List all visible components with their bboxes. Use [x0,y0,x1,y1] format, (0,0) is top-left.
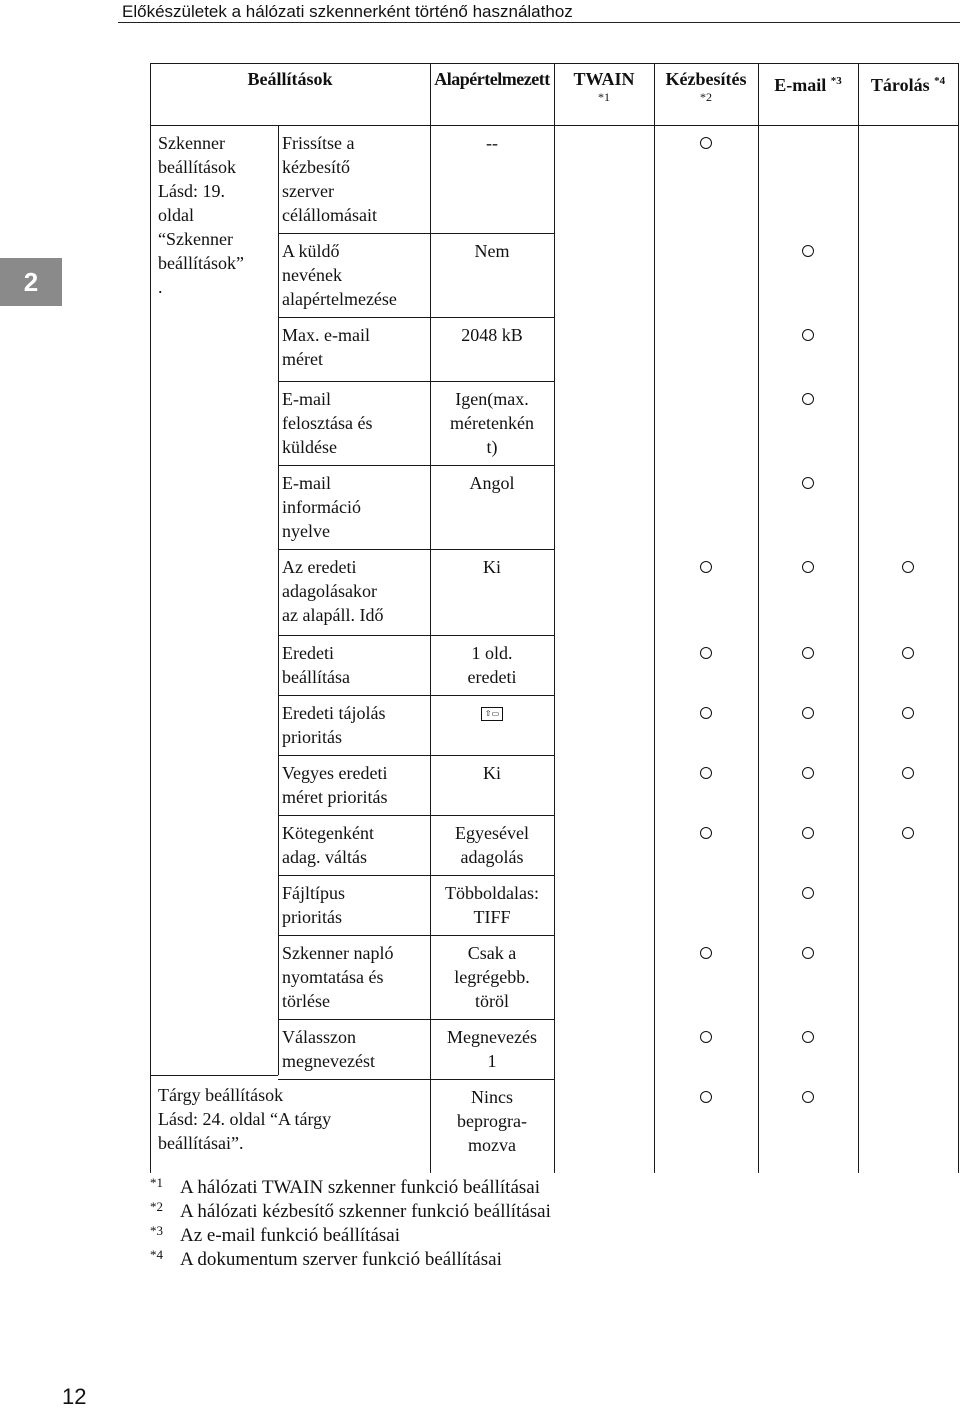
setting-name-line: Fájltípus [282,883,346,903]
setting-name [282,641,426,689]
availability-mark-icon [802,947,814,959]
footnote-mark: *3 [150,1223,163,1238]
footnote [150,1224,551,1248]
availability-mark-icon [902,561,914,573]
default-value [430,761,554,785]
availability-mark-icon [700,767,712,779]
table-rule [278,815,430,816]
header-email-note: *3 [830,75,842,87]
table-rule [278,465,430,466]
default-value [430,641,554,689]
table-rule [278,1079,430,1080]
footnote-text: A hálózati TWAIN szkenner funkció beállításai [180,1177,540,1198]
default-value-line: 2048 kB [461,325,523,345]
availability-mark-icon [802,827,814,839]
setting-name-line: szerver [282,181,334,201]
table-rule [278,381,430,382]
default-value-line: Egyesével [455,823,529,843]
table-rule [430,875,554,876]
table-rule [758,63,759,1173]
setting-name [282,387,426,459]
group-scanner-settings-line: Szkenner [158,133,225,153]
default-value-line: Többoldalas: [445,883,539,903]
setting-name-line: információ [282,497,361,517]
availability-mark-icon [902,647,914,659]
default-value-line: adagolás [460,847,524,867]
availability-mark-icon [802,245,814,257]
page-orientation-icon: ⇧▭ [481,707,503,721]
setting-name-line: beállítása [282,667,350,687]
table-rule [430,815,554,816]
default-value-line: Megnevezés [447,1027,537,1047]
header-default [430,69,554,89]
default-value [430,323,554,347]
setting-name-line: adag. váltás [282,847,367,867]
default-value-line: -- [486,133,498,153]
header-email-label: E-mail [774,75,827,95]
availability-mark-icon [700,1091,712,1103]
group-scanner-settings-line: beállítások [158,157,236,177]
setting-name-line: A küldő [282,241,340,261]
setting-name [282,471,426,543]
header-delivery [654,69,758,105]
default-value [430,387,554,459]
group-scanner-settings-line: . [158,277,163,297]
availability-mark-icon [802,477,814,489]
header-settings [150,69,430,89]
chapter-tab: 2 [0,258,62,306]
default-value-line: Ki [483,763,501,783]
availability-mark-icon [802,393,814,405]
table-rule [278,549,430,550]
default-value-line: TIFF [473,907,511,927]
default-value-line: mozva [468,1135,516,1155]
footnote-mark: *4 [150,1247,163,1262]
default-value-line: t) [486,437,498,457]
default-value-line: eredeti [467,667,517,687]
setting-name-line: Max. e-mail [282,325,370,345]
table-rule [278,317,430,318]
default-value-line: Ki [483,557,501,577]
setting-name [282,239,426,311]
table-rule [278,1019,430,1020]
setting-name-line: kézbesítő [282,157,350,177]
table-rule [430,695,554,696]
table-rule [150,63,151,1173]
table-rule [278,635,430,636]
table-rule [278,935,430,936]
availability-mark-icon [802,707,814,719]
availability-mark-icon [802,1091,814,1103]
header-storage-note: *4 [934,75,946,87]
setting-name-line: megnevezést [282,1051,375,1071]
group-scanner-settings-line: oldal [158,205,194,225]
default-value-line: beprogra- [457,1111,527,1131]
table-rule [958,63,959,1173]
default-value [430,239,554,263]
availability-mark-icon [700,647,712,659]
default-value-line: 1 [487,1051,497,1071]
setting-name-line: Kötegenként [282,823,374,843]
default-value-line: Nem [474,241,510,261]
header-twain-label: TWAIN [573,69,635,89]
setting-name [282,821,426,869]
default-value-line: töröl [475,991,509,1011]
setting-name [282,881,426,929]
table-rule [858,63,859,1173]
group-subject-settings-line: beállításai”. [158,1133,244,1153]
table-rule [430,1019,554,1020]
availability-mark-icon [802,887,814,899]
table-rule [430,381,554,382]
setting-name-line: adagolásakor [282,581,377,601]
setting-name-line: küldése [282,437,337,457]
default-value [430,1085,554,1157]
table-rule [278,125,279,1075]
setting-name [282,555,426,627]
header-twain-note: *1 [598,90,610,104]
table-rule [278,233,430,234]
default-value [430,881,554,929]
default-value [430,471,554,495]
availability-mark-icon [802,647,814,659]
footnote-text: Az e-mail funkció beállításai [180,1225,400,1246]
group-subject-settings [158,1083,408,1155]
setting-name-line: prioritás [282,907,342,927]
availability-mark-icon [902,827,914,839]
group-subject-settings-line: Tárgy beállítások [158,1085,284,1105]
footnote-mark: *2 [150,1199,163,1214]
availability-mark-icon [802,329,814,341]
default-value-line: Angol [469,473,515,493]
availability-mark-icon [902,767,914,779]
setting-name [282,701,426,749]
table-rule [150,1075,278,1076]
running-header: Előkészületek a hálózati szkennerként történő használathoz [122,2,573,21]
default-value [430,131,554,155]
header-email [758,71,858,95]
default-value [430,555,554,579]
table-rule [430,935,554,936]
availability-mark-icon [700,137,712,149]
table-rule [430,317,554,318]
default-value-line: Igen(max. [455,389,529,409]
availability-mark-icon [802,1031,814,1043]
footnotes [150,1176,551,1272]
setting-name-line: nyelve [282,521,330,541]
availability-mark-icon [902,707,914,719]
settings-table [150,63,958,1173]
setting-name-line: alapértelmezése [282,289,397,309]
header-rule [118,22,960,23]
setting-name-line: méret prioritás [282,787,388,807]
header-delivery-label: Kézbesítés [665,69,747,89]
setting-name-line: Válasszon [282,1027,356,1047]
setting-name [282,941,426,1013]
header-storage-label: Tárolás [870,75,930,95]
table-rule [554,63,555,1173]
setting-name-line: prioritás [282,727,342,747]
table-rule [278,875,430,876]
availability-mark-icon [802,767,814,779]
default-value-line: 1 old. [471,643,513,663]
availability-mark-icon [700,947,712,959]
group-scanner-settings-line: Lásd: 19. [158,181,225,201]
footnote [150,1176,551,1200]
setting-name-line: az alapáll. Idő [282,605,384,625]
setting-name-line: Szkenner napló [282,943,394,963]
setting-name-line: felosztása és [282,413,373,433]
group-scanner-settings-line: beállítások” [158,253,244,273]
default-value-line: Nincs [471,1087,513,1107]
setting-name-line: Eredeti [282,643,334,663]
group-subject-settings-line: Lásd: 24. oldal “A tárgy [158,1109,332,1129]
group-scanner-settings [158,131,274,299]
default-value-line: méretenkén [450,413,534,433]
setting-name-line: Vegyes eredeti [282,763,388,783]
setting-name-line: nyomtatása és [282,967,384,987]
setting-name [282,761,426,809]
header-storage [858,71,958,95]
setting-name-line: Az eredeti [282,557,357,577]
setting-name-line: Frissítse a [282,133,355,153]
default-value [430,941,554,1013]
table-rule [430,635,554,636]
table-rule [278,755,430,756]
footnote-text: A dokumentum szerver funkció beállításai [180,1249,502,1270]
header-twain [554,69,654,105]
setting-name-line: nevének [282,265,342,285]
availability-mark-icon [700,1031,712,1043]
footnote [150,1248,551,1272]
header-settings-label: Beállítások [247,69,333,89]
setting-name-line: Eredeti tájolás [282,703,386,723]
setting-name [282,131,426,227]
table-rule [430,1079,554,1080]
table-rule [430,465,554,466]
setting-name-line: célállomásait [282,205,377,225]
availability-mark-icon [700,827,712,839]
table-rule [430,755,554,756]
page-number: 12 [62,1384,87,1409]
availability-mark-icon [700,561,712,573]
default-value [430,821,554,869]
default-value [430,701,554,721]
setting-name-line: E-mail [282,473,331,493]
availability-mark-icon [700,707,712,719]
setting-name [282,323,426,371]
footnote-text: A hálózati kézbesítő szkenner funkció beállításai [180,1201,551,1222]
footnote [150,1200,551,1224]
table-rule [430,549,554,550]
footnote-mark: *1 [150,1175,163,1190]
header-default-label: Alapértelmezett [434,69,550,89]
table-rule [654,63,655,1173]
group-scanner-settings-line: “Szkenner [158,229,233,249]
setting-name-line: méret [282,349,323,369]
availability-mark-icon [802,561,814,573]
default-value-line: Csak a [467,943,517,963]
table-rule [278,695,430,696]
setting-name [282,1025,426,1073]
setting-name-line: E-mail [282,389,331,409]
default-value [430,1025,554,1073]
header-delivery-note: *2 [700,90,712,104]
setting-name-line: törlése [282,991,330,1011]
table-rule [430,233,554,234]
default-value-line: legrégebb. [454,967,530,987]
